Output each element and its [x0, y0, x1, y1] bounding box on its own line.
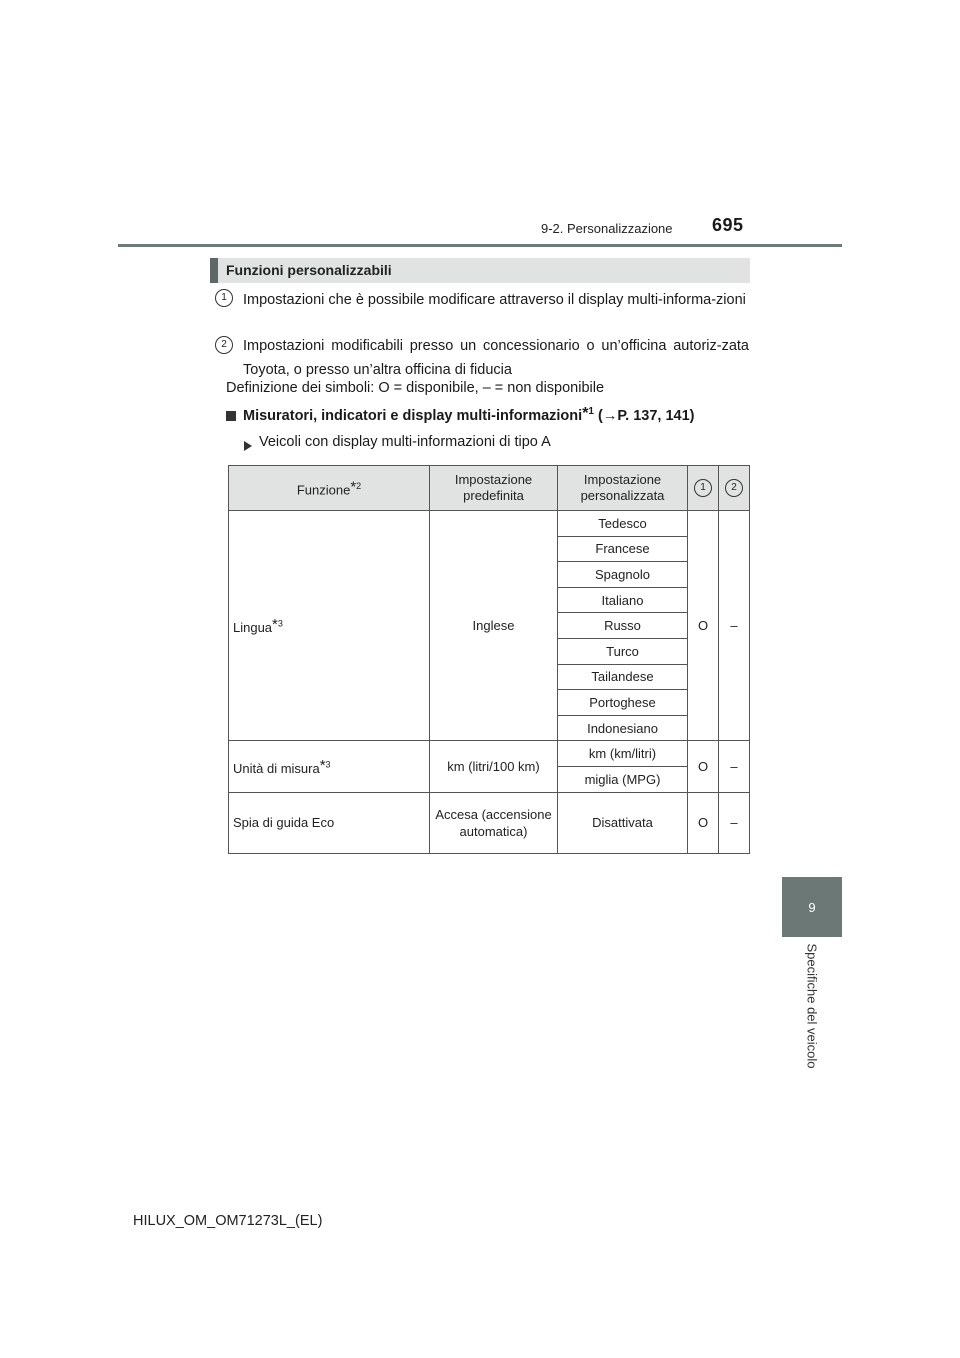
availability-1-cell: O: [688, 741, 719, 792]
option-cell: km (km/litri): [558, 741, 688, 767]
subheading: [226, 405, 694, 424]
asterisk-icon: *: [319, 756, 326, 774]
item-2-text: Impostazioni modificabili presso un concessionario o un’officina autoriz-zata Toyota, o presso un’altra officina di fiducia: [243, 338, 749, 378]
table-row: [229, 792, 750, 853]
header-function: Funzione*$^2$: [229, 466, 430, 511]
availability-2-cell: –: [719, 792, 750, 853]
symbol-legend: Definizione dei simboli: O = disponibile, – = non disponibile: [226, 380, 605, 396]
table-header-row: [229, 466, 750, 511]
option-cell: Spagnolo: [558, 562, 688, 588]
page-number: 695: [712, 215, 744, 235]
header-col-2: [719, 466, 750, 511]
default-cell: Inglese: [430, 511, 558, 741]
page-reference-link[interactable]: (→P. 137, 141): [598, 408, 695, 424]
option-cell: Russo: [558, 613, 688, 639]
item-1-text: Impostazioni che è possibile modificare attraverso il display multi-informa-zioni: [243, 292, 746, 308]
circle-2-icon: 2: [725, 479, 743, 497]
triangle-bullet-icon: [244, 441, 252, 451]
chapter-label: Specifiche del veicolo: [804, 943, 820, 1069]
asterisk-icon: *: [272, 616, 278, 634]
availability-1-cell: O: [688, 511, 719, 741]
chapter-tab[interactable]: [782, 877, 842, 937]
option-cell: Tedesco: [558, 511, 688, 537]
chapter-number: 9: [808, 899, 816, 915]
variant-label: Veicoli con display multi-informazioni di tipo A: [259, 434, 551, 450]
option-cell: Portoghese: [558, 690, 688, 716]
asterisk-icon: *: [350, 478, 357, 496]
circle-1-icon: 1: [694, 479, 712, 497]
default-cell: Accesa (accensione automatica): [430, 792, 558, 853]
document-code: HILUX_OM_OM71273L_(EL): [133, 1213, 323, 1229]
section-banner: [210, 258, 750, 283]
subheading-footnote: 1: [588, 406, 594, 418]
availability-2-cell: –: [719, 511, 750, 741]
option-cell: Francese: [558, 536, 688, 562]
item-number-1-icon: 1: [215, 289, 233, 307]
option-cell: Italiano: [558, 587, 688, 613]
function-cell: Spia di guida Eco: [229, 792, 430, 853]
availability-1-cell: O: [688, 792, 719, 853]
availability-2-cell: –: [719, 741, 750, 792]
settings-table: [228, 465, 750, 854]
option-cell: Disattivata: [558, 792, 688, 853]
default-cell: km (litri/100 km): [430, 741, 558, 792]
header-divider: [118, 244, 842, 247]
option-cell: Turco: [558, 638, 688, 664]
function-cell: Unità di misura*$^3$: [229, 741, 430, 792]
option-cell: Indonesiano: [558, 715, 688, 741]
item-number-2-icon: 2: [215, 336, 233, 354]
header-col-1: [688, 466, 719, 511]
function-cell: Lingua*$^3$: [229, 511, 430, 741]
table-row: [229, 741, 750, 767]
header-default: Impostazione predefinita: [430, 466, 558, 511]
subheading-text: Misuratori, indicatori e display multi-informazioni: [243, 408, 583, 424]
header-custom: Impostazione personalizzata: [558, 466, 688, 511]
table-row: [229, 511, 750, 537]
banner-title: Funzioni personalizzabili: [226, 262, 392, 278]
option-cell: miglia (MPG): [558, 766, 688, 792]
section-title: 9-2. Personalizzazione: [541, 221, 673, 236]
asterisk-icon: *: [582, 405, 589, 422]
option-cell: Tailandese: [558, 664, 688, 690]
